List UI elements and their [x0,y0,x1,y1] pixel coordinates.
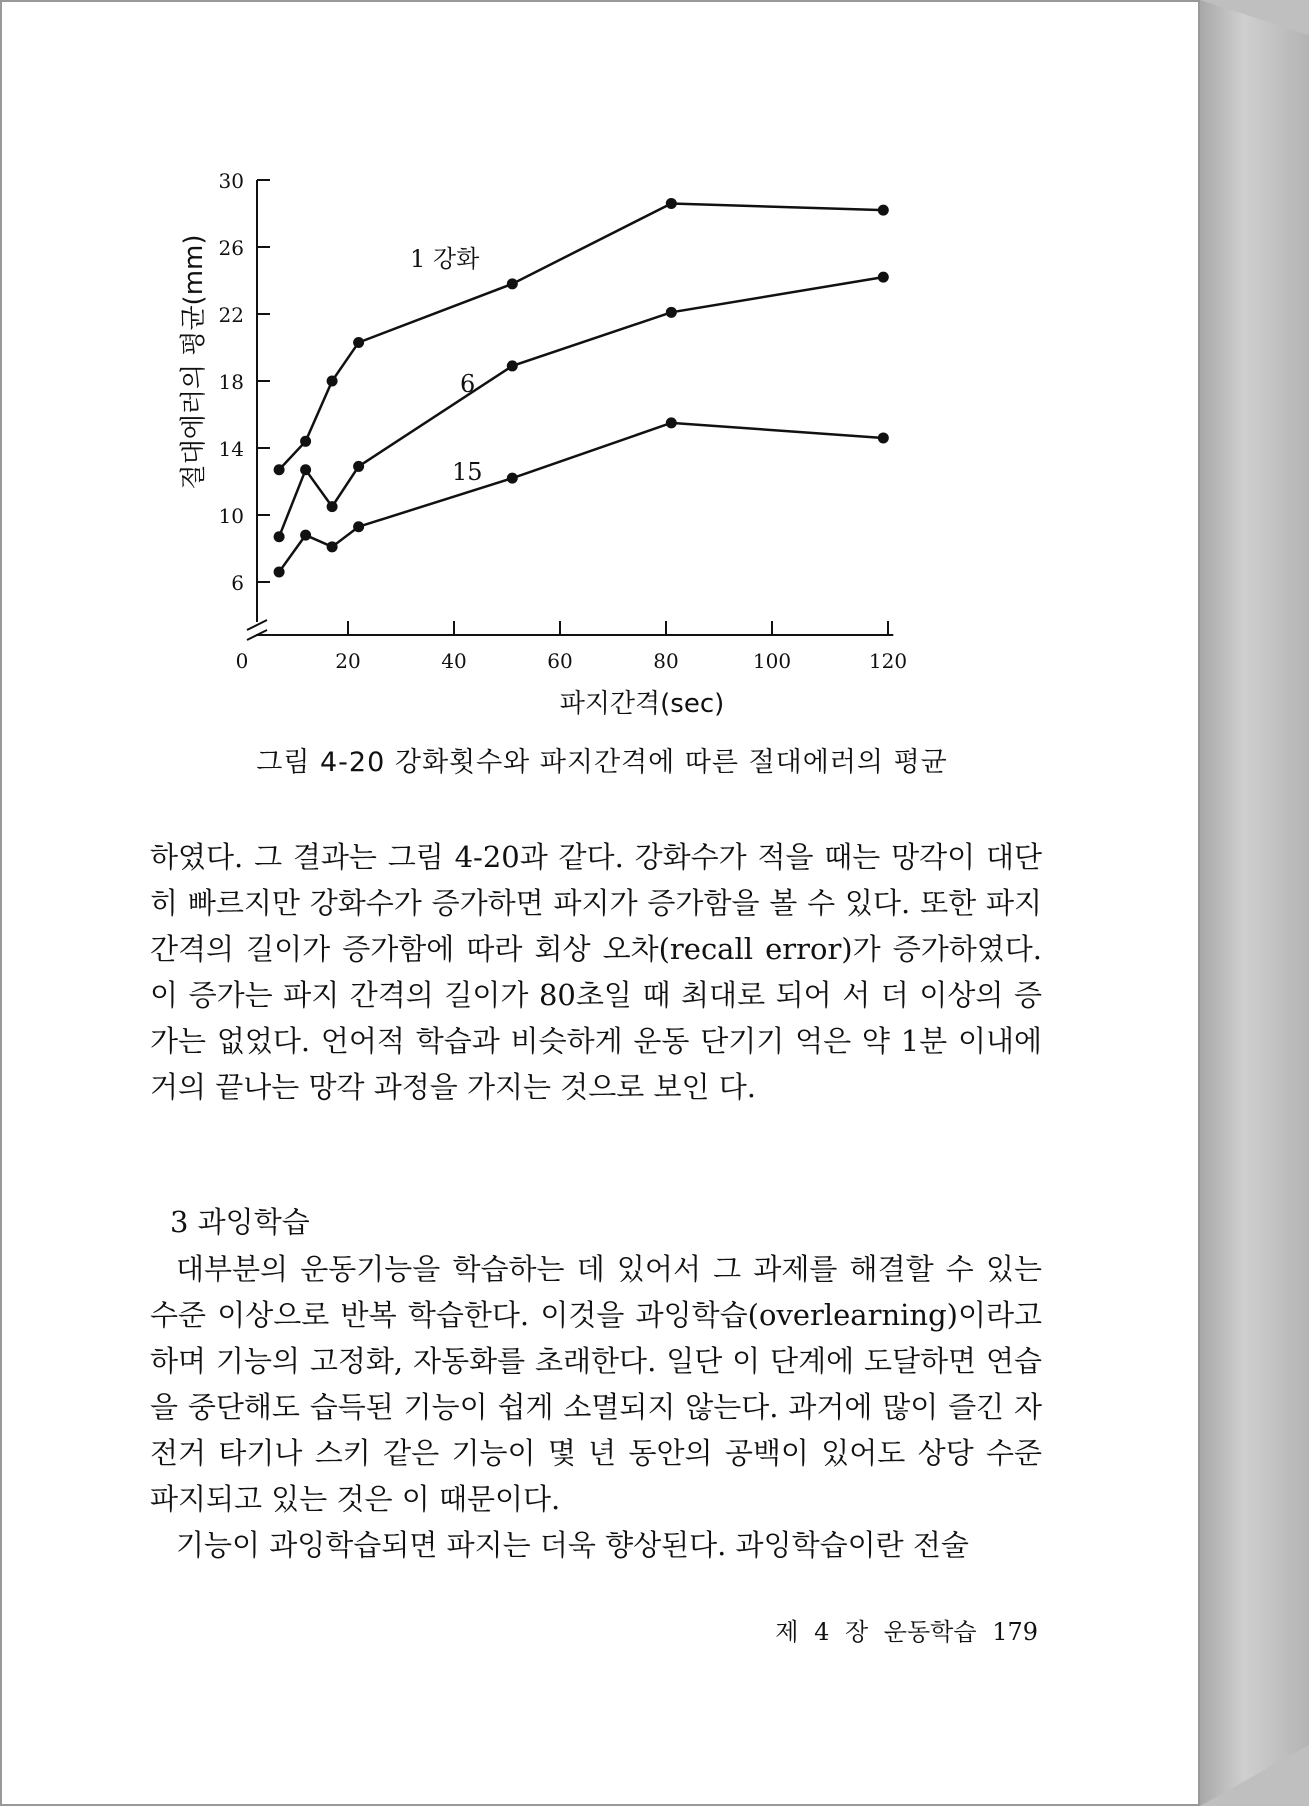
data-point [300,464,311,475]
book-spine [1200,0,1309,1806]
series-line [279,277,883,537]
series-line [279,423,883,572]
data-point [878,432,889,443]
series-label: 1 강화 [410,245,480,273]
y-tick-label: 30 [218,169,244,193]
data-point [507,360,518,371]
data-point [666,417,677,428]
x-tick-label: 20 [335,649,361,673]
series-label: 6 [460,370,476,398]
data-point [300,436,311,447]
body-paragraph-2: 대부분의 운동기능을 학습하는 데 있어서 그 과제를 해결할 수 있는 수준 이상으로 반복 학습한다. 이것을 과잉학습(overlearning)이라고 하며 기능의 고정화, 자동화를 초래한다. 일단 이 단계에 도달하면 연습을 중단해도 습득된 기능이 쉽게 소멸되지 않는다. 과거에 많이 즐긴 자전거 타기나 스키 같은 기능이 몇 년 동안의 공백이 있어도 상당 수준 파지되고 있는 것은 이 때문이다. [150,1252,1042,1516]
section-heading: 3 과잉학습 [170,1205,310,1239]
data-point [274,566,285,577]
data-point [353,337,364,348]
x-tick-label: 60 [547,649,573,673]
data-point [353,461,364,472]
data-point [507,473,518,484]
data-point [327,501,338,512]
page-footer [775,1612,1038,1647]
x-tick-label: 100 [752,649,792,673]
y-axis-label: 절대에러의 평균(mm) [179,234,209,490]
data-point [666,198,677,209]
y-tick-label: 22 [218,303,244,327]
data-point [507,278,518,289]
data-point [327,541,338,552]
y-tick-label: 18 [218,370,244,394]
y-tick-label: 10 [218,504,244,528]
data-point [300,530,311,541]
body-paragraph-3: 기능이 과잉학습되면 파지는 더욱 향상된다. 과잉학습이란 전술 [176,1528,969,1562]
series-label: 15 [452,458,483,486]
x-tick-label: 120 [868,649,908,673]
data-point [327,376,338,387]
body-paragraph-1: 하였다. 그 결과는 그림 4-20과 같다. 강화수가 적을 때는 망각이 대단히 빠르지만 강화수가 증가하면 파지가 증가함을 볼 수 있다. 또한 파지 간격의 길이가 증가함에 따라 회상 오차(recall error)가 증가하였다. 이 증가는 파지 간격의 길이가 80초일 때 최대로 되어 서 더 이상의 증가는 없었다. 언어적 학습과 비슷하게 운동 단기기 억은 약 1분 이내에 거의 끝나는 망각 과정을 가지는 것으로 보인 다. [150,840,1042,1104]
chart-ticks [219,169,908,673]
data-point [878,272,889,283]
x-tick-label: 40 [441,649,467,673]
data-point [274,531,285,542]
figure-caption: 그림 4-20 강화횟수와 파지간격에 따른 절대에러의 평균 [256,747,948,778]
footer-chapter-title: 운동학습 [883,1618,977,1646]
data-point [353,521,364,532]
y-tick-label: 14 [218,437,244,461]
x-tick-label: 0 [235,649,249,673]
line-chart [2,2,1202,722]
data-point [666,307,677,318]
y-tick-label: 6 [231,571,244,595]
x-axis-label: 파지간격(sec) [559,689,725,719]
chart-series [274,198,889,578]
footer-chapter: 제 4 장 [775,1618,869,1646]
page-number: 179 [992,1618,1038,1646]
x-tick-label: 80 [653,649,679,673]
data-point [274,464,285,475]
chart-axes [247,180,893,640]
y-tick-label: 26 [218,236,244,260]
data-point [878,205,889,216]
series-line [279,203,883,469]
